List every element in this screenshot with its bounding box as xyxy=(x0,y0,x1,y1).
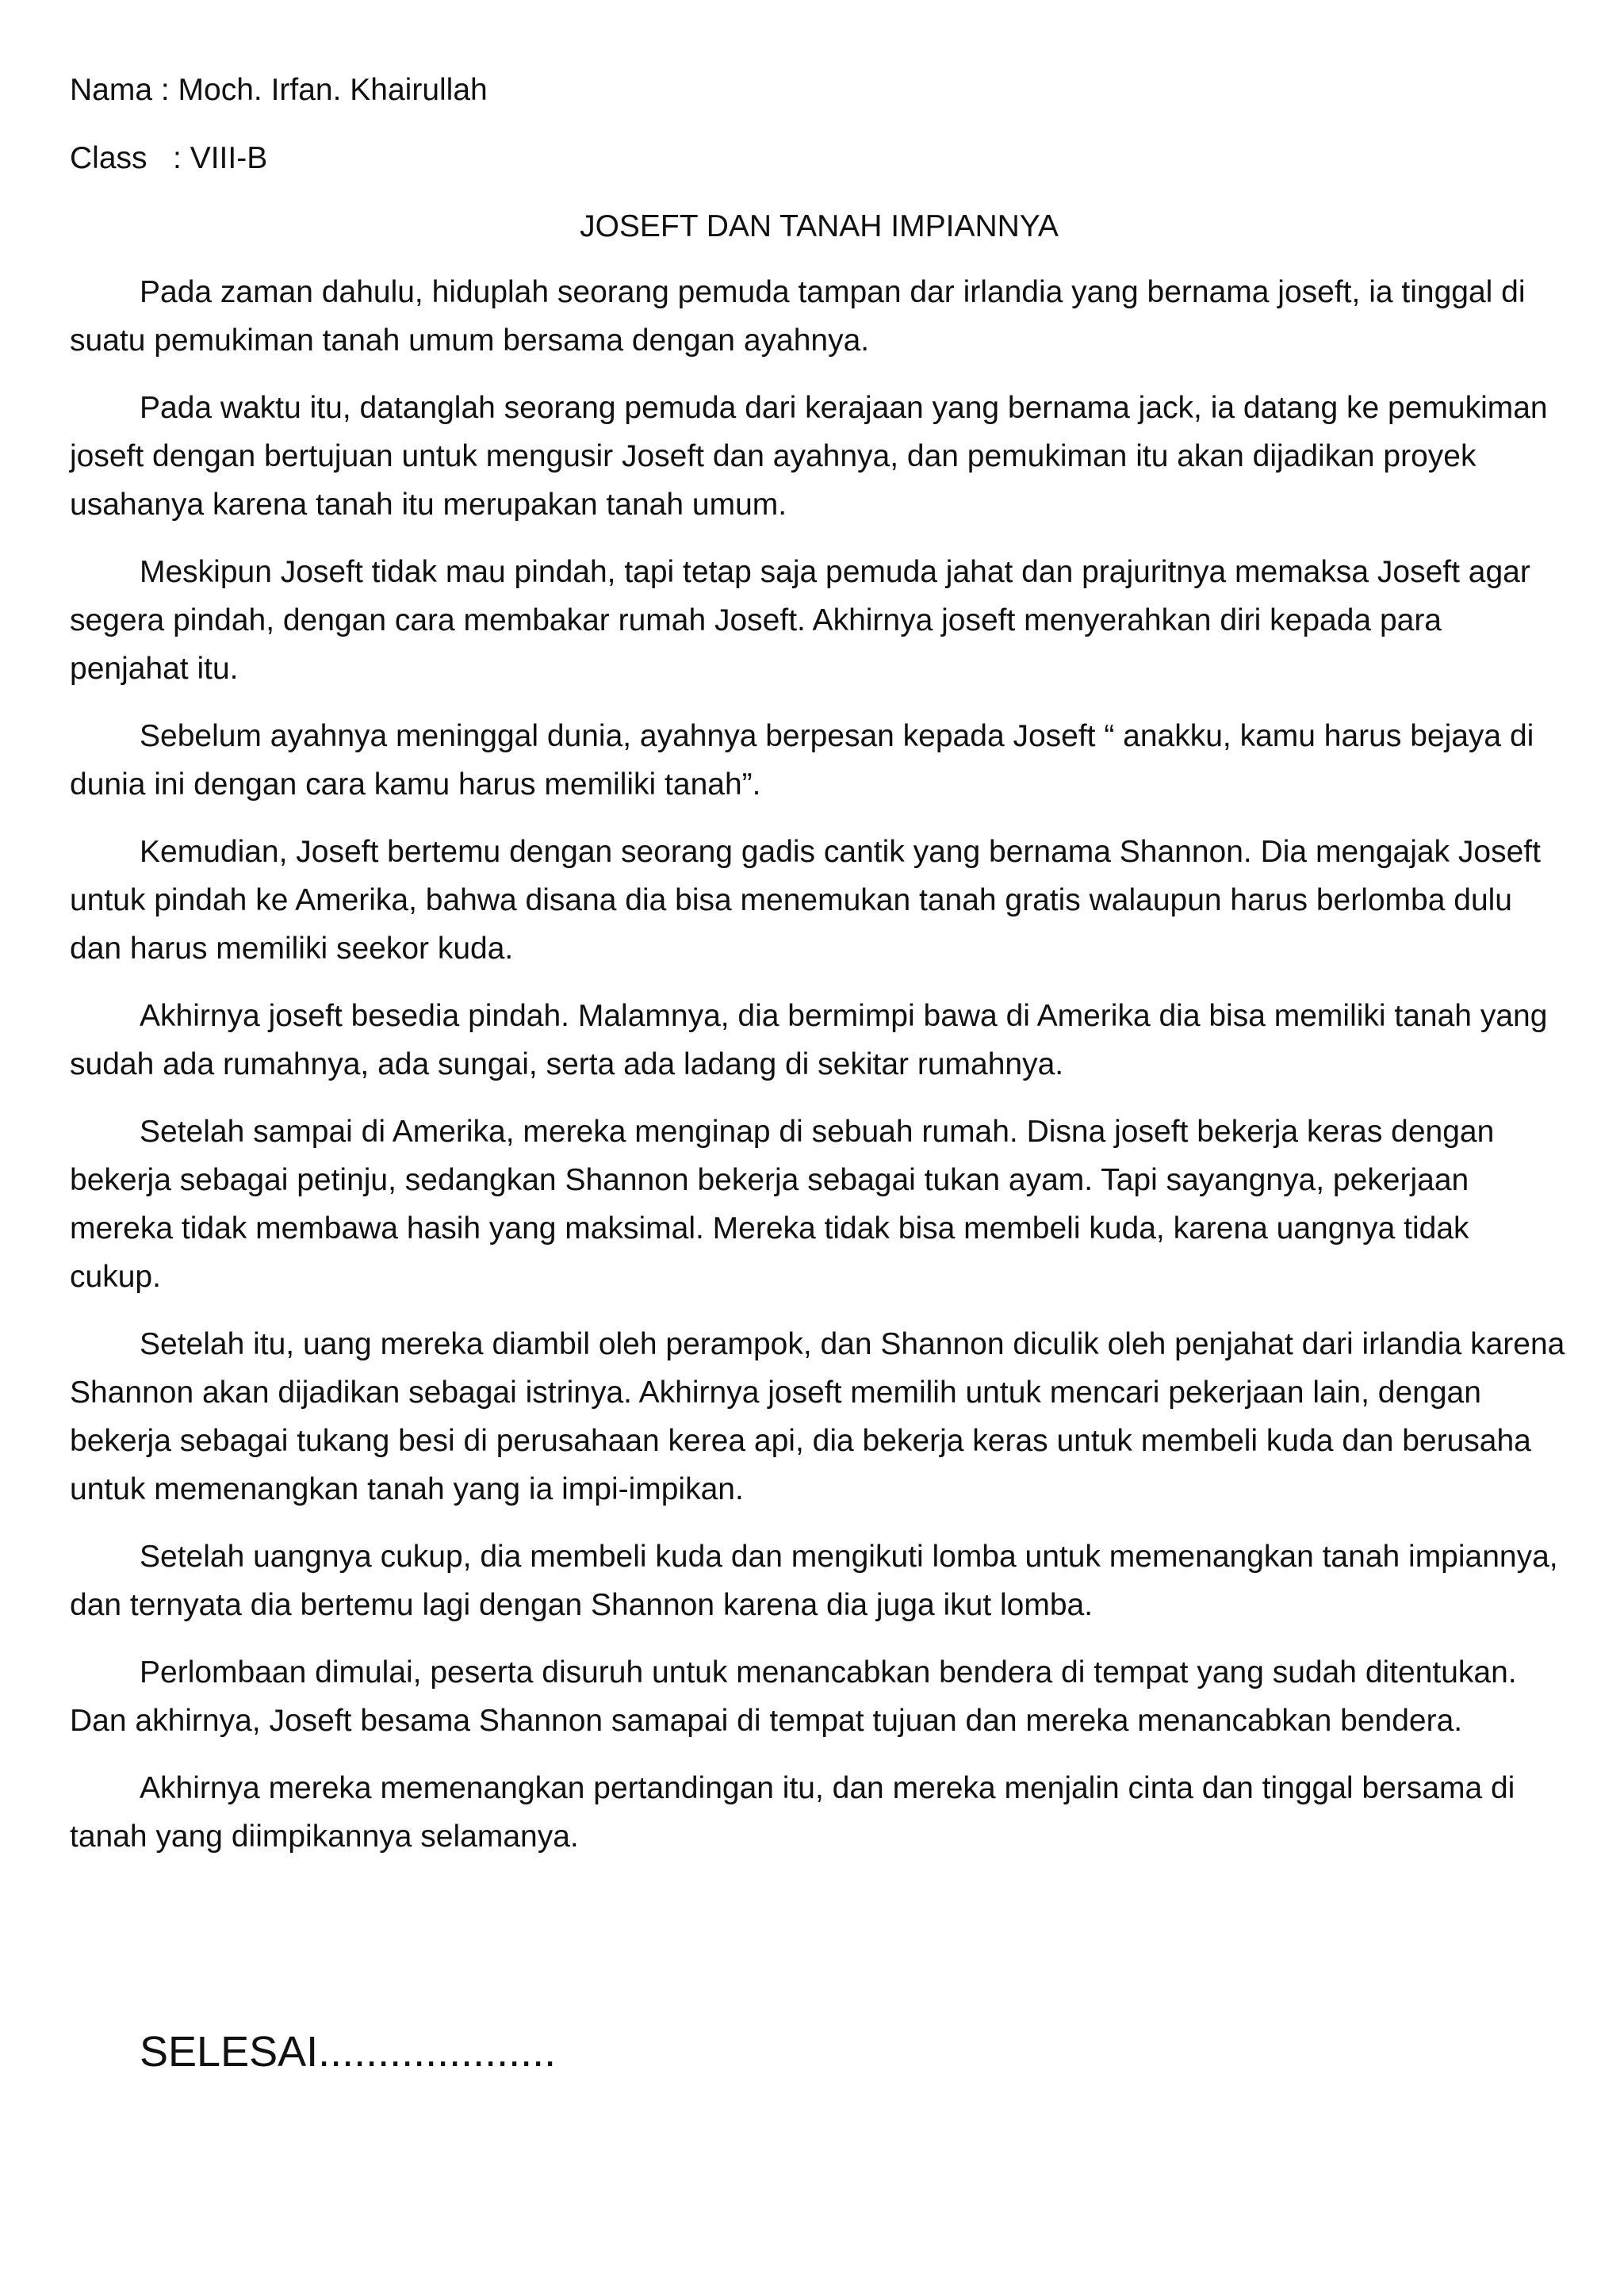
paragraph-2: Pada waktu itu, datanglah seorang pemuda dari kerajaan yang bernama jack, ia datang ke pemukiman joseft dengan bertujuan untuk mengusir Joseft dan ayahnya, dan pemukiman itu akan dijadikan proyek usahanya karena tanah itu merupakan tanah umum. xyxy=(70,391,1548,522)
paragraph-3: Meskipun Joseft tidak mau pindah, tapi tetap saja pemuda jahat dan prajuritnya memaksa Joseft agar segera pindah, dengan cara membakar rumah Joseft. Akhirnya joseft menyerahkan diri kepada para penjahat itu. xyxy=(70,555,1530,686)
paragraph-8: Setelah itu, uang mereka diambil oleh perampok, dan Shannon diculik oleh penjahat dari irlandia karena Shannon akan dijadikan sebagai istrinya. Akhirnya joseft memilih untuk mencari pekerjaan lain, dengan bekerja sebagai tukang besi di perusahaan kerea api, dia bekerja keras untuk membeli kuda dan berusaha untuk memenangkan tanah yang ia impi-impikan. xyxy=(70,1327,1565,1506)
paragraph-9: Setelah uangnya cukup, dia membeli kuda dan mengikuti lomba untuk memenangkan tanah impiannya, dan ternyata dia bertemu lagi dengan Shannon karena dia juga ikut lomba. xyxy=(70,1540,1558,1622)
paragraph-4: Sebelum ayahnya meninggal dunia, ayahnya berpesan kepada Joseft “ anakku, kamu harus bejaya di dunia ini dengan cara kamu harus memiliki tanah”. xyxy=(70,719,1534,802)
paragraph-6: Akhirnya joseft besedia pindah. Malamnya, dia bermimpi bawa di Amerika dia bisa memiliki tanah yang sudah ada rumahnya, ada sungai, serta ada ladang di sekitar rumahnya. xyxy=(70,999,1548,1081)
student-class: Class : VIII-B xyxy=(70,141,268,175)
paragraph-11: Akhirnya mereka memenangkan pertandingan itu, dan mereka menjalin cinta dan tinggal bersama di tanah yang diimpikannya selamanya. xyxy=(70,1771,1515,1854)
paragraph-1: Pada zaman dahulu, hiduplah seorang pemuda tampan dar irlandia yang bernama joseft, ia tinggal di suatu pemukiman tanah umum bersama dengan ayahnya. xyxy=(70,275,1526,358)
paragraph-7: Setelah sampai di Amerika, mereka menginap di sebuah rumah. Disna joseft bekerja keras dengan bekerja sebagai petinju, sedangkan Shannon bekerja sebagai tukan ayam. Tapi sayangnya, pekerjaan mereka tidak membawa hasih yang maksimal. Mereka tidak bisa membeli kuda, karena uangnya tidak cukup. xyxy=(70,1115,1495,1294)
closing-text: SELESAI.................... xyxy=(140,2028,557,2076)
document-page xyxy=(70,67,1568,1880)
paragraph-10: Perlombaan dimulai, peserta disuruh untuk menancabkan bendera di tempat yang sudah ditentukan. Dan akhirnya, Joseft besama Shannon samapai di tempat tujuan dan mereka menancabkan bendera. xyxy=(70,1655,1517,1738)
student-name: Nama : Moch. Irfan. Khairullah xyxy=(70,73,488,107)
story-title: JOSEFT DAN TANAH IMPIANNYA xyxy=(580,209,1059,243)
paragraph-5: Kemudian, Joseft bertemu dengan seorang gadis cantik yang bernama Shannon. Dia mengajak Joseft untuk pindah ke Amerika, bahwa disana dia bisa menemukan tanah gratis walaupun harus berlomba dulu dan harus memiliki seekor kuda. xyxy=(70,835,1541,966)
